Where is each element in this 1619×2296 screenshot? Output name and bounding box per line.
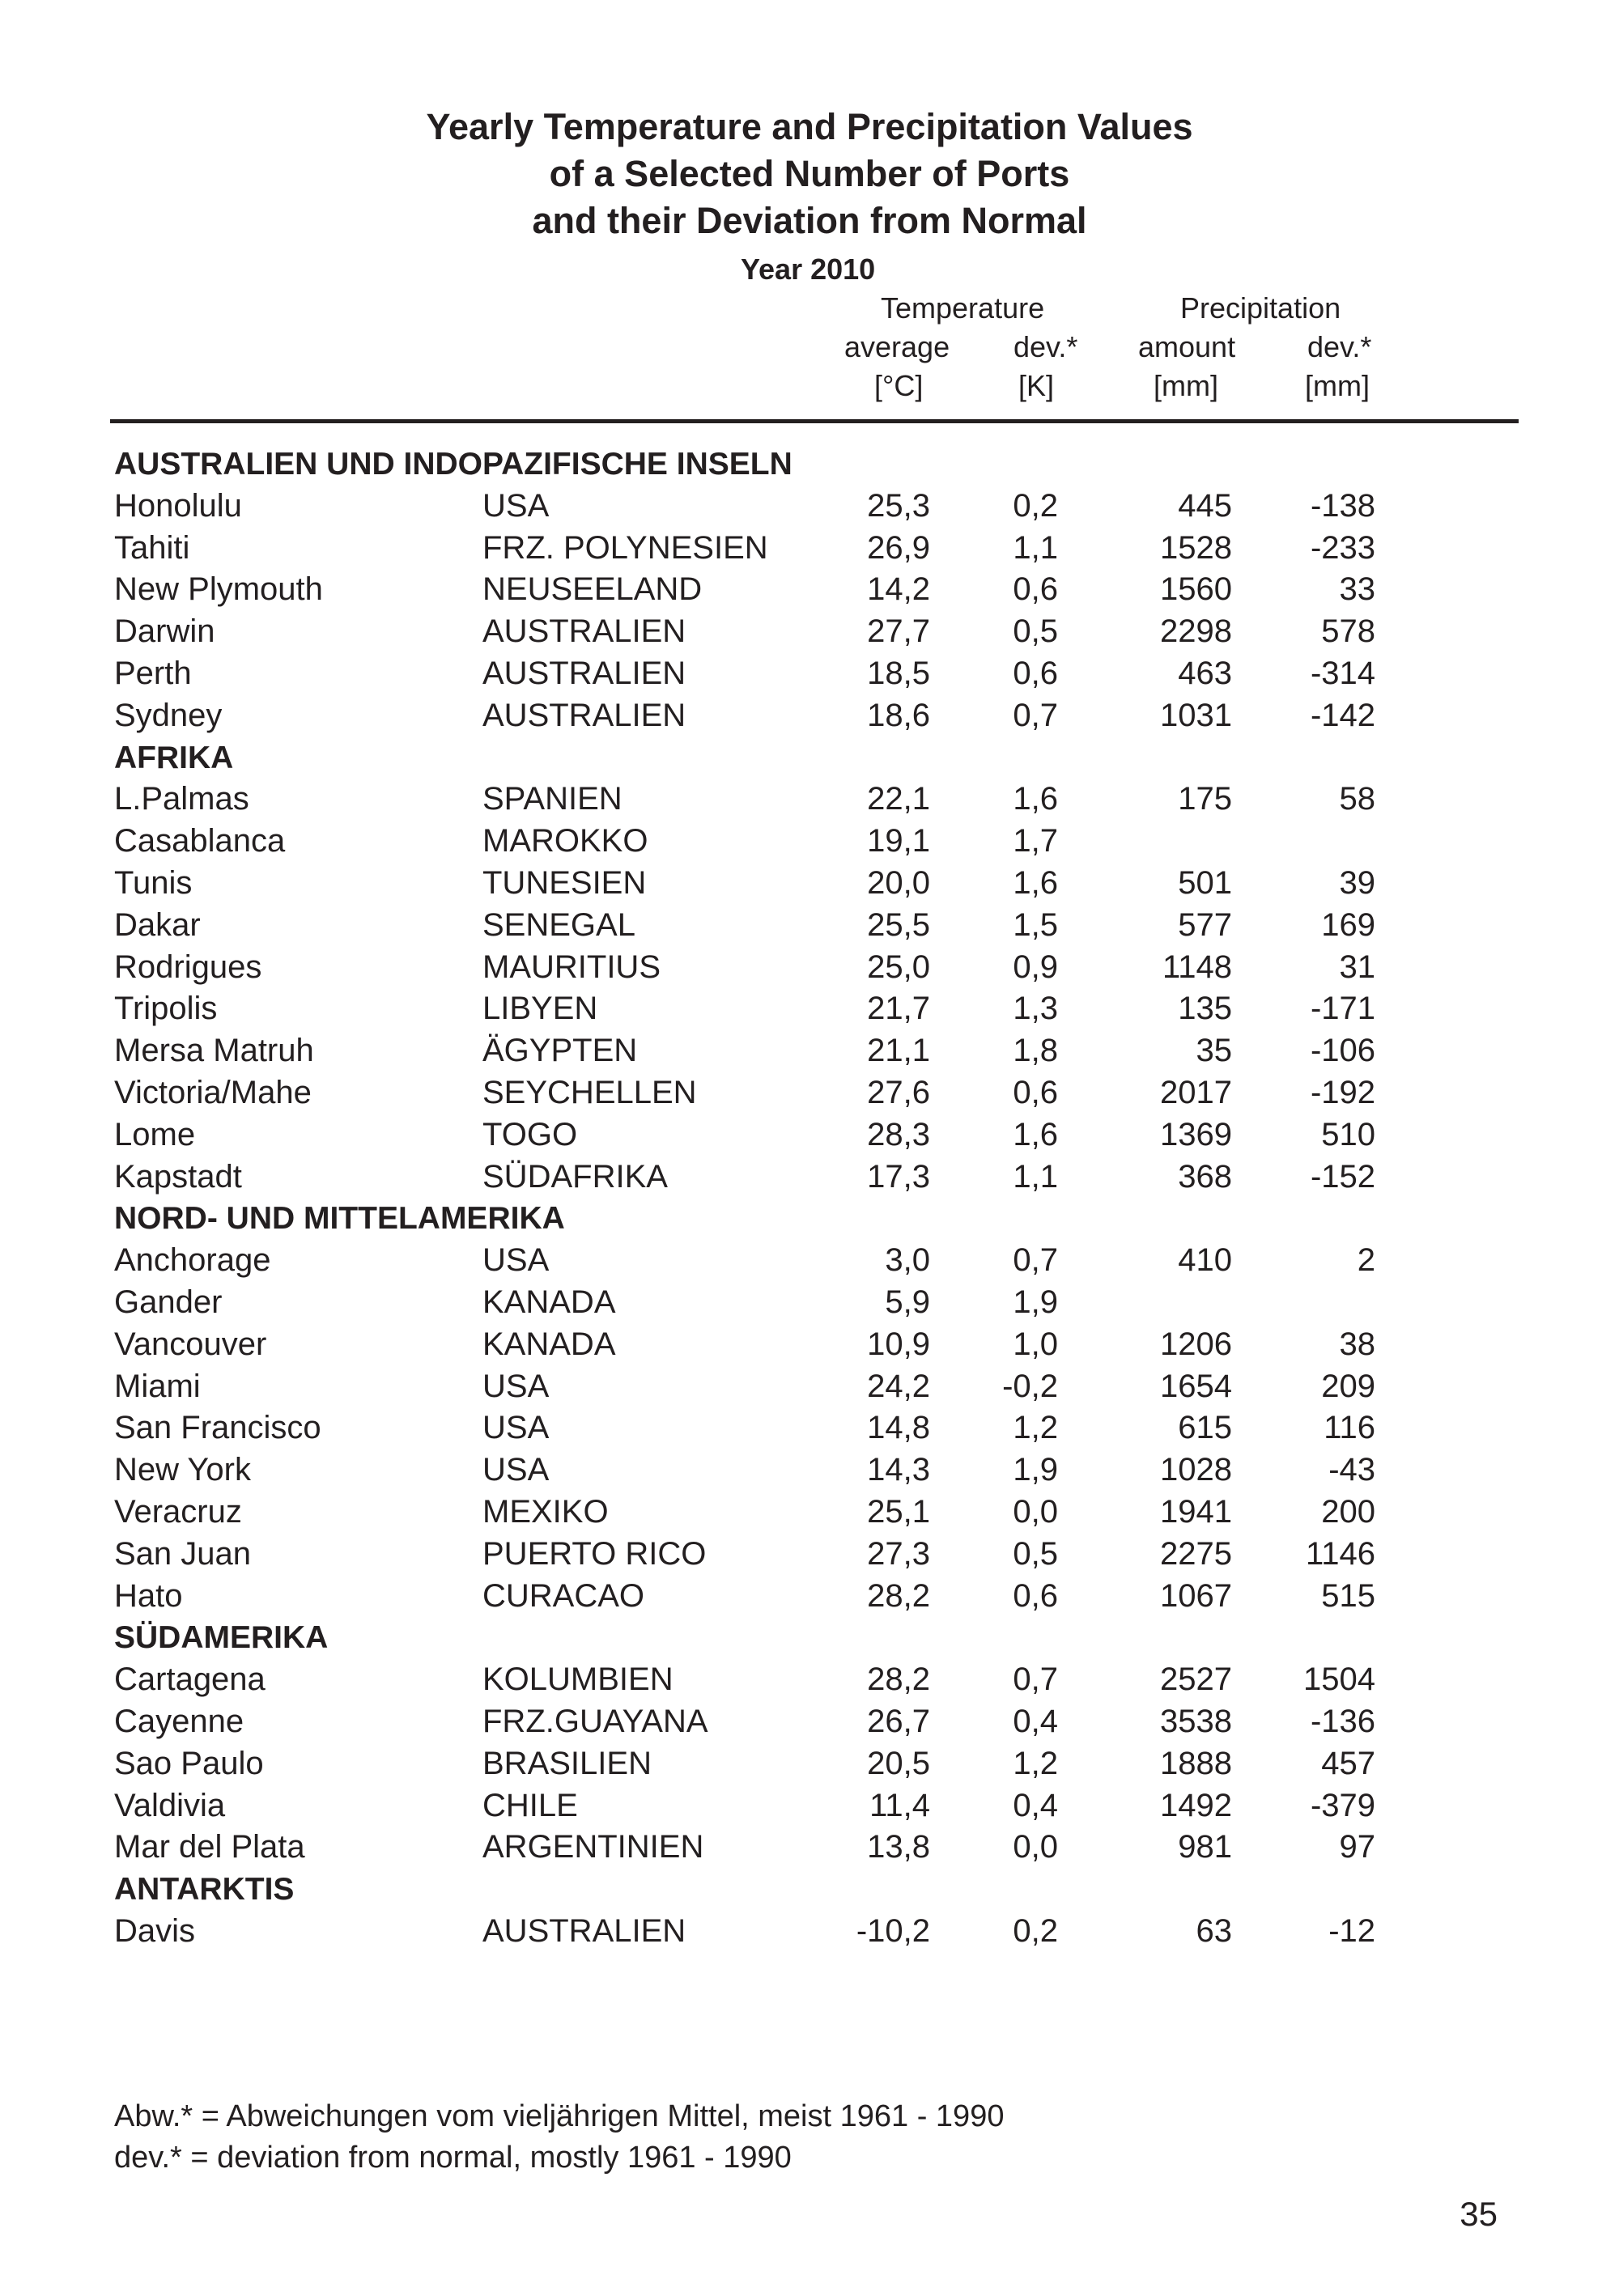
temperature-deviation: 0,4 — [1013, 1703, 1058, 1739]
temperature-deviation: 1,3 — [1013, 991, 1058, 1027]
section-header-row — [0, 443, 1619, 486]
precipitation-amount: 1560 — [1160, 571, 1232, 608]
precipitation-deviation: 38 — [1339, 1326, 1375, 1362]
section-header-row — [0, 1198, 1619, 1240]
table-row — [0, 1911, 1619, 1953]
table-row — [0, 1743, 1619, 1785]
temperature-deviation: 0,5 — [1013, 613, 1058, 650]
unit-precip-dev: [mm] — [1305, 369, 1370, 402]
temperature-average: 25,0 — [867, 949, 930, 985]
precipitation-deviation: -12 — [1328, 1912, 1375, 1949]
table-row — [0, 1030, 1619, 1072]
country-name: ÄGYPTEN — [482, 1033, 638, 1069]
precipitation-deviation: 200 — [1321, 1493, 1375, 1530]
temperature-average: 18,6 — [867, 697, 930, 733]
table-row — [0, 1366, 1619, 1408]
table-row — [0, 821, 1619, 863]
country-name: FRZ. POLYNESIEN — [482, 529, 768, 566]
precipitation-amount: 1031 — [1160, 697, 1232, 733]
temperature-average: 14,3 — [867, 1452, 930, 1488]
port-name: Casablanca — [114, 823, 286, 859]
precipitation-amount: 2275 — [1160, 1535, 1232, 1572]
precipitation-deviation: 578 — [1321, 613, 1375, 650]
temperature-deviation: 0,7 — [1013, 1662, 1058, 1698]
data-table — [0, 443, 1619, 1953]
header-average: average — [844, 330, 950, 363]
temperature-average: 26,7 — [867, 1703, 930, 1739]
precipitation-amount: 3538 — [1160, 1703, 1232, 1739]
temperature-average: 27,3 — [867, 1535, 930, 1572]
section-title: NORD- UND MITTELAMERIKA — [114, 1201, 565, 1237]
temperature-average: 25,5 — [867, 906, 930, 943]
table-row — [0, 863, 1619, 905]
precipitation-amount: 63 — [1196, 1912, 1232, 1949]
temperature-deviation: 1,5 — [1013, 906, 1058, 943]
precipitation-deviation: 31 — [1339, 949, 1375, 985]
precipitation-deviation: -136 — [1310, 1703, 1375, 1739]
port-name: Victoria/Mahe — [114, 1074, 312, 1110]
temperature-average: 22,1 — [867, 781, 930, 817]
port-name: Davis — [114, 1912, 196, 1949]
country-name: KOLUMBIEN — [482, 1662, 674, 1698]
port-name: Anchorage — [114, 1242, 271, 1279]
section-header-row — [0, 1869, 1619, 1911]
temperature-deviation: 1,0 — [1013, 1326, 1058, 1362]
temperature-deviation: 0,2 — [1013, 487, 1058, 524]
precipitation-amount: 2298 — [1160, 613, 1232, 650]
precipitation-amount: 1206 — [1160, 1326, 1232, 1362]
precipitation-deviation: 97 — [1339, 1829, 1375, 1865]
precipitation-deviation: 1146 — [1305, 1535, 1375, 1572]
precipitation-amount: 368 — [1178, 1158, 1232, 1195]
table-row — [0, 1282, 1619, 1324]
country-name: TUNESIEN — [482, 864, 647, 901]
temperature-deviation: 1,7 — [1013, 823, 1058, 859]
temperature-average: 14,8 — [867, 1410, 930, 1446]
table-row — [0, 1576, 1619, 1618]
table-row — [0, 611, 1619, 653]
port-name: Tahiti — [114, 529, 190, 566]
temperature-average: 28,2 — [867, 1662, 930, 1698]
precipitation-deviation: -152 — [1310, 1158, 1375, 1195]
temperature-average: 26,9 — [867, 529, 930, 566]
precipitation-amount: 410 — [1178, 1242, 1232, 1279]
temperature-deviation: 0,0 — [1013, 1829, 1058, 1865]
temperature-deviation: -0,2 — [1002, 1368, 1058, 1404]
table-row — [0, 653, 1619, 695]
precipitation-deviation: 169 — [1321, 906, 1375, 943]
temperature-deviation: 0,6 — [1013, 571, 1058, 608]
section-title: AFRIKA — [114, 740, 234, 775]
precipitation-amount: 463 — [1178, 655, 1232, 691]
country-name: CHILE — [482, 1787, 578, 1823]
port-name: Gander — [114, 1284, 223, 1320]
title-line-1: Yearly Temperature and Precipitation Values — [426, 106, 1193, 147]
country-name: KANADA — [482, 1326, 616, 1362]
precipitation-deviation: 510 — [1321, 1116, 1375, 1152]
table-row — [0, 779, 1619, 821]
precipitation-amount: 1528 — [1160, 529, 1232, 566]
temperature-deviation: 1,1 — [1013, 1158, 1058, 1195]
table-row — [0, 486, 1619, 528]
port-name: Tripolis — [114, 991, 218, 1027]
country-name: MAURITIUS — [482, 949, 661, 985]
port-name: New York — [114, 1452, 251, 1488]
temperature-deviation: 1,6 — [1013, 781, 1058, 817]
precipitation-deviation: 209 — [1321, 1368, 1375, 1404]
precipitation-amount: 2017 — [1160, 1074, 1232, 1110]
country-name: SPANIEN — [482, 781, 623, 817]
title-line-3: and their Deviation from Normal — [532, 200, 1087, 241]
precipitation-deviation: 1504 — [1303, 1662, 1375, 1698]
precipitation-deviation: 457 — [1321, 1745, 1375, 1781]
temperature-average: 27,6 — [867, 1074, 930, 1110]
precipitation-amount: 445 — [1178, 487, 1232, 524]
port-name: Dakar — [114, 906, 201, 943]
port-name: San Juan — [114, 1535, 252, 1572]
precipitation-amount: 1369 — [1160, 1116, 1232, 1152]
section-header-row — [0, 737, 1619, 779]
table-row — [0, 569, 1619, 611]
precipitation-deviation: -43 — [1328, 1452, 1375, 1488]
temperature-deviation: 1,9 — [1013, 1452, 1058, 1488]
temperature-deviation: 1,8 — [1013, 1033, 1058, 1069]
country-name: TOGO — [482, 1116, 578, 1152]
header-temperature: Temperature — [881, 291, 1045, 325]
header-amount: amount — [1138, 330, 1236, 363]
port-name: Miami — [114, 1368, 201, 1404]
port-name: Honolulu — [114, 487, 242, 524]
port-name: Hato — [114, 1577, 183, 1614]
precipitation-amount: 175 — [1178, 781, 1232, 817]
table-row — [0, 1827, 1619, 1869]
country-name: MAROKKO — [482, 823, 648, 859]
year-label: Year 2010 — [741, 253, 876, 286]
precipitation-deviation: 39 — [1339, 864, 1375, 901]
port-name: Valdivia — [114, 1787, 226, 1823]
precipitation-deviation: -142 — [1310, 697, 1375, 733]
country-name: FRZ.GUAYANA — [482, 1703, 708, 1739]
temperature-deviation: 0,6 — [1013, 1577, 1058, 1614]
precipitation-deviation: -192 — [1310, 1074, 1375, 1110]
country-name: USA — [482, 1242, 550, 1279]
temperature-deviation: 0,7 — [1013, 697, 1058, 733]
precipitation-amount: 1941 — [1160, 1493, 1232, 1530]
table-row — [0, 947, 1619, 989]
port-name: San Francisco — [114, 1410, 321, 1446]
header-temp-dev: dev.* — [1013, 330, 1078, 363]
temperature-average: 25,1 — [867, 1493, 930, 1530]
port-name: Tunis — [114, 864, 193, 901]
temperature-deviation: 0,6 — [1013, 655, 1058, 691]
temperature-average: 3,0 — [885, 1242, 930, 1279]
temperature-deviation: 0,2 — [1013, 1912, 1058, 1949]
footnote-english: dev.* = deviation from normal, mostly 1961 - 1990 — [114, 2141, 792, 2175]
temperature-deviation: 0,6 — [1013, 1074, 1058, 1110]
country-name: PUERTO RICO — [482, 1535, 707, 1572]
document-title — [0, 104, 1619, 244]
temperature-deviation: 1,1 — [1013, 529, 1058, 566]
unit-temp-dev: [K] — [1018, 369, 1055, 402]
temperature-deviation: 0,5 — [1013, 1535, 1058, 1572]
table-row — [0, 1156, 1619, 1199]
precipitation-deviation: 2 — [1357, 1242, 1375, 1279]
temperature-average: 28,3 — [867, 1116, 930, 1152]
table-row — [0, 1785, 1619, 1827]
precipitation-deviation: -171 — [1310, 991, 1375, 1027]
temperature-average: 5,9 — [885, 1284, 930, 1320]
table-row — [0, 1324, 1619, 1366]
country-name: NEUSEELAND — [482, 571, 703, 608]
port-name: Darwin — [114, 613, 215, 650]
temperature-average: 11,4 — [869, 1787, 930, 1823]
temperature-average: 14,2 — [867, 571, 930, 608]
table-row — [0, 1072, 1619, 1114]
country-name: LIBYEN — [482, 991, 598, 1027]
temperature-deviation: 1,2 — [1013, 1410, 1058, 1446]
port-name: Lome — [114, 1116, 196, 1152]
country-name: SENEGAL — [482, 906, 635, 943]
temperature-average: 10,9 — [867, 1326, 930, 1362]
section-title: ANTARKTIS — [114, 1872, 295, 1908]
temperature-average: 19,1 — [867, 823, 930, 859]
port-name: L.Palmas — [114, 781, 249, 817]
temperature-average: 24,2 — [867, 1368, 930, 1404]
precipitation-deviation: 116 — [1324, 1410, 1375, 1446]
precipitation-deviation: -379 — [1310, 1787, 1375, 1823]
country-name: USA — [482, 1452, 550, 1488]
table-row — [0, 1492, 1619, 1534]
country-name: SÜDAFRIKA — [482, 1158, 668, 1195]
country-name: SEYCHELLEN — [482, 1074, 697, 1110]
table-row — [0, 988, 1619, 1030]
section-title: AUSTRALIEN UND INDOPAZIFISCHE INSELN — [114, 447, 793, 482]
table-row — [0, 1407, 1619, 1449]
title-line-2: of a Selected Number of Ports — [549, 153, 1070, 194]
table-row — [0, 905, 1619, 947]
port-name: Vancouver — [114, 1326, 267, 1362]
precipitation-deviation: -233 — [1310, 529, 1375, 566]
port-name: Mar del Plata — [114, 1829, 305, 1865]
temperature-deviation: 0,7 — [1013, 1242, 1058, 1279]
header-rule — [110, 419, 1519, 423]
precipitation-deviation: 33 — [1339, 571, 1375, 608]
port-name: Veracruz — [114, 1493, 242, 1530]
country-name: MEXIKO — [482, 1493, 609, 1530]
country-name: USA — [482, 487, 550, 524]
temperature-average: 27,7 — [867, 613, 930, 650]
port-name: Perth — [114, 655, 192, 691]
temperature-average: -10,2 — [856, 1912, 930, 1949]
temperature-average: 28,2 — [867, 1577, 930, 1614]
table-row — [0, 1534, 1619, 1576]
port-name: Rodrigues — [114, 949, 262, 985]
precipitation-amount: 501 — [1178, 864, 1232, 901]
temperature-average: 20,5 — [867, 1745, 930, 1781]
temperature-average: 13,8 — [867, 1829, 930, 1865]
precipitation-amount: 1492 — [1160, 1787, 1232, 1823]
temperature-average: 21,7 — [867, 991, 930, 1027]
temperature-deviation: 0,0 — [1013, 1493, 1058, 1530]
precipitation-deviation: -314 — [1310, 655, 1375, 691]
country-name: USA — [482, 1410, 550, 1446]
temperature-average: 25,3 — [867, 487, 930, 524]
precipitation-deviation: 515 — [1321, 1577, 1375, 1614]
country-name: KANADA — [482, 1284, 616, 1320]
section-header-row — [0, 1617, 1619, 1659]
port-name: Cayenne — [114, 1703, 244, 1739]
table-row — [0, 1701, 1619, 1743]
table-row — [0, 1114, 1619, 1156]
country-name: AUSTRALIEN — [482, 697, 686, 733]
temperature-deviation: 0,4 — [1013, 1787, 1058, 1823]
precipitation-amount: 981 — [1178, 1829, 1232, 1865]
precipitation-amount: 35 — [1196, 1033, 1232, 1069]
temperature-average: 20,0 — [867, 864, 930, 901]
port-name: Kapstadt — [114, 1158, 242, 1195]
precipitation-deviation: -106 — [1310, 1033, 1375, 1069]
precipitation-amount: 2527 — [1160, 1662, 1232, 1698]
temperature-deviation: 0,9 — [1013, 949, 1058, 985]
port-name: Mersa Matruh — [114, 1033, 314, 1069]
country-name: ARGENTINIEN — [482, 1829, 704, 1865]
page-number: 35 — [1460, 2195, 1498, 2233]
precipitation-amount: 1888 — [1160, 1745, 1232, 1781]
port-name: New Plymouth — [114, 571, 323, 608]
port-name: Sao Paulo — [114, 1745, 264, 1781]
table-row — [0, 1240, 1619, 1282]
table-row — [0, 1449, 1619, 1492]
country-name: BRASILIEN — [482, 1745, 652, 1781]
section-title: SÜDAMERIKA — [114, 1620, 329, 1656]
temperature-average: 18,5 — [867, 655, 930, 691]
temperature-average: 17,3 — [867, 1158, 930, 1195]
unit-amount: [mm] — [1154, 369, 1218, 402]
precipitation-amount: 577 — [1178, 906, 1232, 943]
precipitation-deviation: 58 — [1339, 781, 1375, 817]
country-name: USA — [482, 1368, 550, 1404]
table-row — [0, 695, 1619, 737]
country-name: AUSTRALIEN — [482, 1912, 686, 1949]
precipitation-amount: 1028 — [1160, 1452, 1232, 1488]
country-name: AUSTRALIEN — [482, 655, 686, 691]
port-name: Cartagena — [114, 1662, 266, 1698]
header-precip-dev: dev.* — [1307, 330, 1372, 363]
footnote-german: Abw.* = Abweichungen vom vieljährigen Mittel, meist 1961 - 1990 — [114, 2099, 1005, 2133]
precipitation-amount: 1148 — [1162, 949, 1232, 985]
country-name: CURACAO — [482, 1577, 645, 1614]
precipitation-deviation: -138 — [1310, 487, 1375, 524]
header-precipitation: Precipitation — [1180, 291, 1341, 325]
unit-average: [°C] — [874, 369, 924, 402]
port-name: Sydney — [114, 697, 223, 733]
precipitation-amount: 1654 — [1160, 1368, 1232, 1404]
temperature-deviation: 1,6 — [1013, 1116, 1058, 1152]
precipitation-amount: 615 — [1178, 1410, 1232, 1446]
precipitation-amount: 135 — [1178, 991, 1232, 1027]
temperature-deviation: 1,9 — [1013, 1284, 1058, 1320]
country-name: AUSTRALIEN — [482, 613, 686, 650]
temperature-average: 21,1 — [867, 1033, 930, 1069]
table-row — [0, 1659, 1619, 1701]
precipitation-amount: 1067 — [1160, 1577, 1232, 1614]
temperature-deviation: 1,6 — [1013, 864, 1058, 901]
table-row — [0, 528, 1619, 570]
temperature-deviation: 1,2 — [1013, 1745, 1058, 1781]
